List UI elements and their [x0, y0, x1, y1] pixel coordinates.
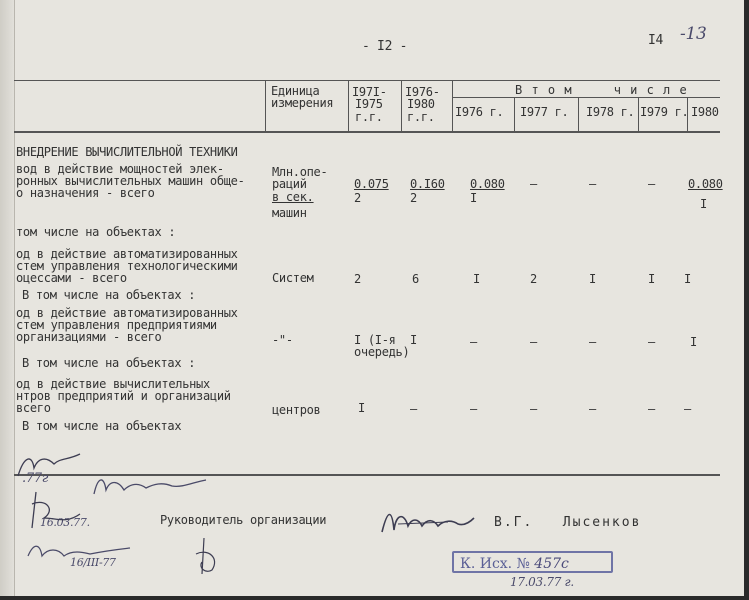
- sheet-number: I4: [648, 33, 664, 48]
- director-signature: [378, 504, 478, 540]
- section-title: ВНЕДРЕНИЕ ВЫЧИСЛИТЕЛЬНОЙ ТЕХНИКИ: [16, 145, 238, 159]
- col-sep-p1971: [348, 80, 349, 131]
- header-year-1978: I978 г.: [586, 105, 635, 119]
- row1-y1977: –: [530, 177, 537, 191]
- row3-p1971: I (I-я: [354, 333, 396, 347]
- row1-label-line2: ронных вычислительных машин обще-: [16, 174, 245, 188]
- row2-unit: Систем: [272, 271, 314, 285]
- header-unit-line2: измерения: [271, 96, 334, 110]
- row2-y1977: 2: [530, 272, 537, 286]
- row3-label-line2: стем управления предприятиями: [16, 318, 217, 332]
- row4-objects-note: В том числе на объектах: [22, 419, 182, 433]
- header-year-1980: I980: [691, 105, 719, 119]
- margin-signature-4: [24, 538, 134, 568]
- row1-unit-line4: машин: [272, 206, 307, 220]
- row4-label-line3: всего: [16, 401, 51, 415]
- row4-y1980: –: [684, 402, 691, 416]
- col-sep-vtom: [452, 80, 453, 131]
- row3-label-line1: од в действие автоматизированных: [16, 306, 238, 320]
- row3-y1976: –: [470, 335, 477, 349]
- page-number: - I2 -: [362, 39, 408, 54]
- header-unit-line1: Единица: [271, 84, 320, 98]
- row1-objects-note: том числе на объектах :: [16, 225, 176, 239]
- row4-p1976: –: [410, 402, 417, 416]
- header-p1976-line3: г.г.: [407, 110, 435, 124]
- signatory-role: Руководитель организации: [160, 513, 327, 527]
- row3-y1979: –: [648, 335, 655, 349]
- row3-y1977: –: [530, 335, 537, 349]
- row1-label-line1: вод в действие мощностей элек-: [16, 162, 224, 176]
- margin-note-3: 16/III-77: [70, 556, 116, 569]
- row4-y1979: –: [648, 402, 655, 416]
- table-top-rule: [14, 80, 720, 81]
- row4-y1976: –: [470, 402, 477, 416]
- signatory-name: В.Г. Лысенков: [494, 515, 642, 530]
- subheader-rule: [452, 97, 720, 98]
- row1-y1980-sub: I: [700, 197, 707, 211]
- header-year-1979: I979 г.: [640, 105, 689, 119]
- margin-signature-2: [90, 470, 210, 510]
- sheet-number-handwritten: -13: [680, 24, 707, 44]
- header-p1971-line2: I975: [355, 97, 383, 111]
- page-binding: [0, 0, 15, 596]
- row2-label-line1: од в действие автоматизированных: [16, 247, 238, 261]
- row3-p1971-sub: очередь): [354, 345, 410, 359]
- col-sep-1977: [514, 97, 515, 131]
- row4-unit: центров: [272, 403, 321, 417]
- row2-label-line3: оцессами - всего: [16, 271, 127, 285]
- stamp-date: 17.03.77 г.: [510, 575, 574, 589]
- row1-label-line3: о назначения - всего: [16, 186, 155, 200]
- row1-p1976: 0.I60: [410, 177, 445, 191]
- header-year-1977: I977 г.: [520, 105, 569, 119]
- col-sep-unit: [265, 80, 266, 131]
- row1-unit-line3: в сек.: [272, 190, 314, 204]
- row2-p1971: 2: [354, 272, 361, 286]
- header-p1971-line1: I97I-: [352, 85, 387, 99]
- row2-y1978: I: [589, 272, 596, 286]
- margin-signature-5: [188, 534, 228, 578]
- row3-unit: -"-: [272, 333, 293, 347]
- header-vtom: В т о м ч и с л е: [515, 83, 688, 97]
- row3-label-line3: организациями - всего: [16, 330, 162, 344]
- row3-y1978: –: [589, 335, 596, 349]
- stamp-number: 457с: [534, 556, 569, 572]
- header-p1976-line2: I980: [407, 97, 435, 111]
- row2-y1980: I: [684, 272, 691, 286]
- row1-p1976-sub: 2: [410, 191, 417, 205]
- margin-signature-1: [14, 446, 84, 486]
- margin-note-2: 16.03.77.: [40, 516, 90, 529]
- header-p1976-line1: I976-: [405, 85, 440, 99]
- row1-unit-line2: раций: [272, 177, 307, 191]
- margin-note-1: .77г: [22, 471, 49, 486]
- row1-y1976-sub: I: [470, 191, 477, 205]
- row4-y1977: –: [530, 402, 537, 416]
- row1-y1978: –: [589, 177, 596, 191]
- row1-p1971: 0.075: [354, 177, 389, 191]
- row1-unit-line1: Млн.опе-: [272, 165, 328, 179]
- margin-signature-3: [26, 484, 86, 534]
- header-bottom-rule: [14, 131, 720, 133]
- row4-y1978: –: [589, 402, 596, 416]
- row2-y1979: I: [648, 272, 655, 286]
- row1-p1971-sub: 2: [354, 191, 361, 205]
- row3-y1980: I: [690, 335, 697, 349]
- col-sep-p1976: [401, 80, 402, 131]
- row2-y1976: I: [473, 272, 480, 286]
- row1-y1980: 0.080: [688, 177, 723, 191]
- row4-p1971: I: [358, 401, 365, 415]
- row1-y1979: –: [648, 177, 655, 191]
- row2-label-line2: стем управления технологическими: [16, 259, 238, 273]
- header-year-1976: I976 г.: [455, 105, 504, 119]
- row3-p1976: I: [410, 333, 417, 347]
- col-sep-1979: [638, 97, 639, 131]
- row2-objects-note: В том числе на объектах :: [22, 288, 196, 302]
- row4-label-line2: нтров предприятий и организаций: [16, 389, 231, 403]
- col-sep-1978: [578, 97, 579, 131]
- header-p1971-line3: г.г.: [355, 110, 383, 124]
- row2-p1976: 6: [412, 272, 419, 286]
- registration-stamp: [452, 551, 613, 573]
- stamp-label: К. Исх. №: [460, 556, 530, 572]
- row4-label-line1: од в действие вычислительных: [16, 377, 210, 391]
- row1-y1976: 0.080: [470, 177, 505, 191]
- row3-objects-note: В том числе на объектах :: [22, 356, 196, 370]
